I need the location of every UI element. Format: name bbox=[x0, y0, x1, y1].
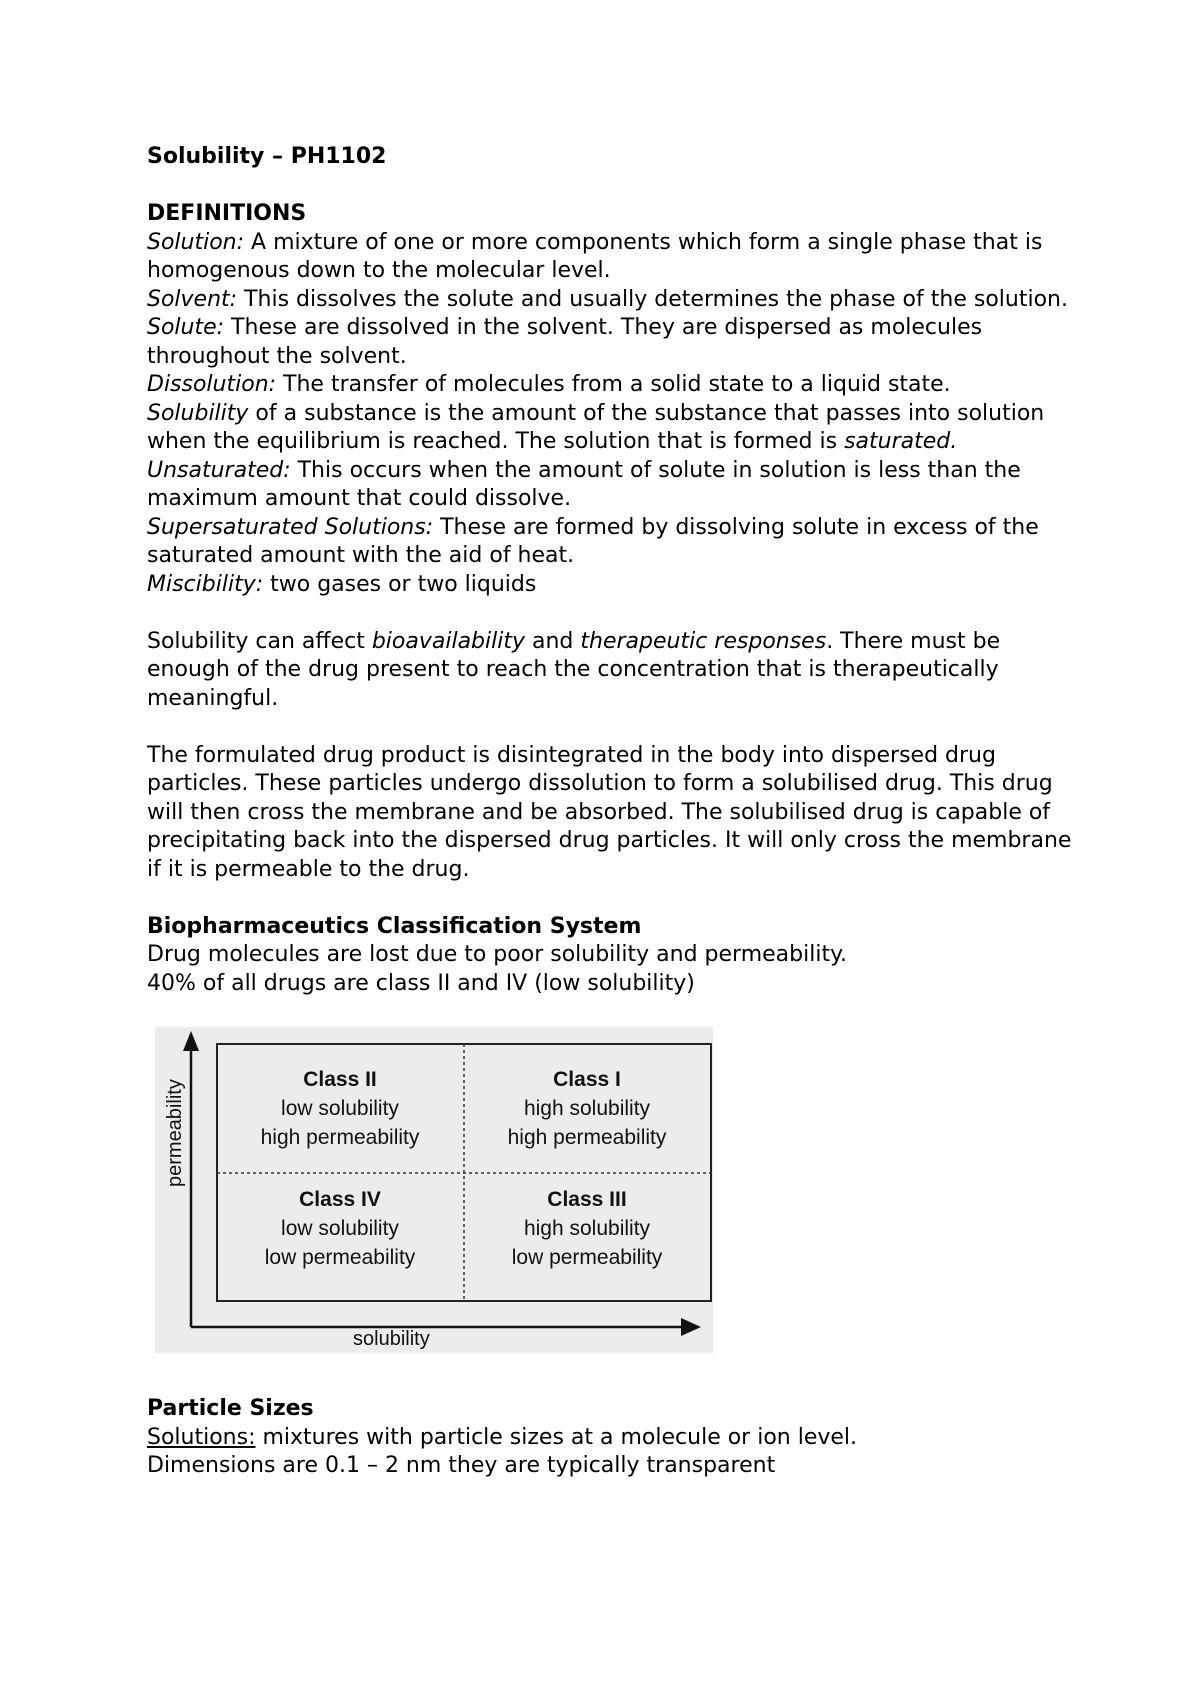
cell-solubility: high solubility bbox=[523, 1097, 651, 1120]
definition-term: Unsaturated: bbox=[147, 457, 291, 483]
cell-class-label: Class I bbox=[553, 1068, 621, 1091]
cell-permeability: high permeability bbox=[260, 1126, 420, 1149]
definition-unsaturated bbox=[147, 457, 1087, 514]
definition-text: This dissolves the solute and usually determines the phase of the solution. bbox=[237, 286, 1068, 312]
definition-dissolution bbox=[147, 371, 1087, 400]
definition-solution bbox=[147, 229, 1087, 286]
cell-class-iii bbox=[464, 1185, 710, 1272]
particle-sizes-heading: Particle Sizes bbox=[147, 1396, 314, 1421]
definition-term: Solvent: bbox=[147, 286, 238, 312]
definition-term: Solute: bbox=[147, 315, 225, 340]
document-page bbox=[147, 143, 1087, 1481]
cell-class-ii bbox=[217, 1065, 463, 1152]
definition-text: These are formed by dissolving solute in excess of the saturated amount with the aid of heat. bbox=[147, 514, 1039, 568]
definition-text: A mixture of one or more components which form a single phase that is homogenous down to the molecular level. bbox=[147, 229, 1043, 283]
x-axis-arrow bbox=[681, 1318, 701, 1336]
definition-supersaturated bbox=[147, 514, 1087, 571]
paragraph-emphasis: therapeutic responses bbox=[580, 628, 827, 654]
definition-miscibility bbox=[147, 571, 1087, 600]
cell-solubility: low solubility bbox=[281, 1217, 399, 1240]
paragraph-text: Solubility can affect bbox=[147, 628, 372, 654]
paragraph-text: . There must be enough of the drug present to reach the concentration that is therapeutically meaningful. bbox=[147, 628, 1001, 711]
definition-solute bbox=[147, 314, 1087, 371]
definition-text: This occurs when the amount of solute in solution is less than the maximum amount that could dissolve. bbox=[147, 457, 1021, 511]
cell-class-label: Class II bbox=[303, 1068, 377, 1091]
particle-sizes-line-1 bbox=[147, 1424, 1087, 1453]
bcs-line-1: Drug molecules are lost due to poor solubility and permeability. bbox=[147, 942, 847, 967]
definition-text: These are dissolved in the solvent. They are dispersed as molecules throughout the solvent. bbox=[147, 315, 983, 369]
definition-term: Supersaturated Solutions: bbox=[147, 514, 434, 540]
particle-term: Solutions: bbox=[147, 1424, 256, 1450]
particle-text: mixtures with particle sizes at a molecule or ion level. bbox=[255, 1424, 858, 1450]
bioavailability-paragraph bbox=[147, 628, 1087, 714]
paragraph-text: and bbox=[525, 628, 581, 654]
paragraph-emphasis: bioavailability bbox=[371, 628, 526, 654]
cell-solubility: low solubility bbox=[281, 1097, 399, 1120]
cell-solubility: high solubility bbox=[523, 1217, 651, 1240]
definition-text: The transfer of molecules from a solid state to a liquid state. bbox=[276, 372, 951, 397]
document-title: Solubility – PH1102 bbox=[147, 144, 387, 169]
y-axis-arrow bbox=[183, 1031, 199, 1051]
definition-emphasis: saturated. bbox=[844, 429, 958, 454]
bcs-diagram bbox=[155, 1027, 713, 1353]
definition-term: Dissolution: bbox=[147, 372, 277, 397]
cell-permeability: low permeability bbox=[264, 1246, 416, 1269]
definitions-heading: DEFINITIONS bbox=[147, 201, 307, 226]
cell-class-iv bbox=[217, 1185, 463, 1272]
definition-term: Miscibility: bbox=[147, 571, 264, 597]
definition-term: Solution: bbox=[147, 229, 245, 255]
cell-permeability: high permeability bbox=[507, 1126, 667, 1149]
cell-class-label: Class IV bbox=[299, 1188, 381, 1211]
bcs-line-2: 40% of all drugs are class II and IV (low solubility) bbox=[147, 970, 695, 996]
definition-text: two gases or two liquids bbox=[263, 571, 537, 597]
cell-class-label: Class III bbox=[547, 1188, 627, 1211]
cell-class-i bbox=[464, 1065, 710, 1152]
particle-sizes-line-2: Dimensions are 0.1 – 2 nm they are typically transparent bbox=[147, 1453, 776, 1478]
definition-text: of a substance is the amount of the substance that passes into solution when the equilibrium is reached. The solution that is formed is bbox=[147, 400, 1045, 454]
definition-solvent bbox=[147, 286, 1087, 315]
definition-solubility bbox=[147, 400, 1087, 457]
definition-term: Solubility bbox=[147, 400, 249, 426]
y-axis-label: permeability bbox=[164, 1079, 186, 1187]
bcs-heading: Biopharmaceutics Classification System bbox=[147, 913, 642, 939]
formulation-paragraph: The formulated drug product is disintegrated in the body into dispersed drug particles. These particles undergo dissolution to form a solubilised drug. This drug will then cross the membrane and be absorbed. The solubilised drug is capable of precipitating back into the dispersed drug particles. It will only cross the membrane if it is permeable to the drug. bbox=[147, 742, 1072, 882]
cell-permeability: low permeability bbox=[511, 1246, 663, 1269]
x-axis-label: solubility bbox=[353, 1328, 430, 1350]
